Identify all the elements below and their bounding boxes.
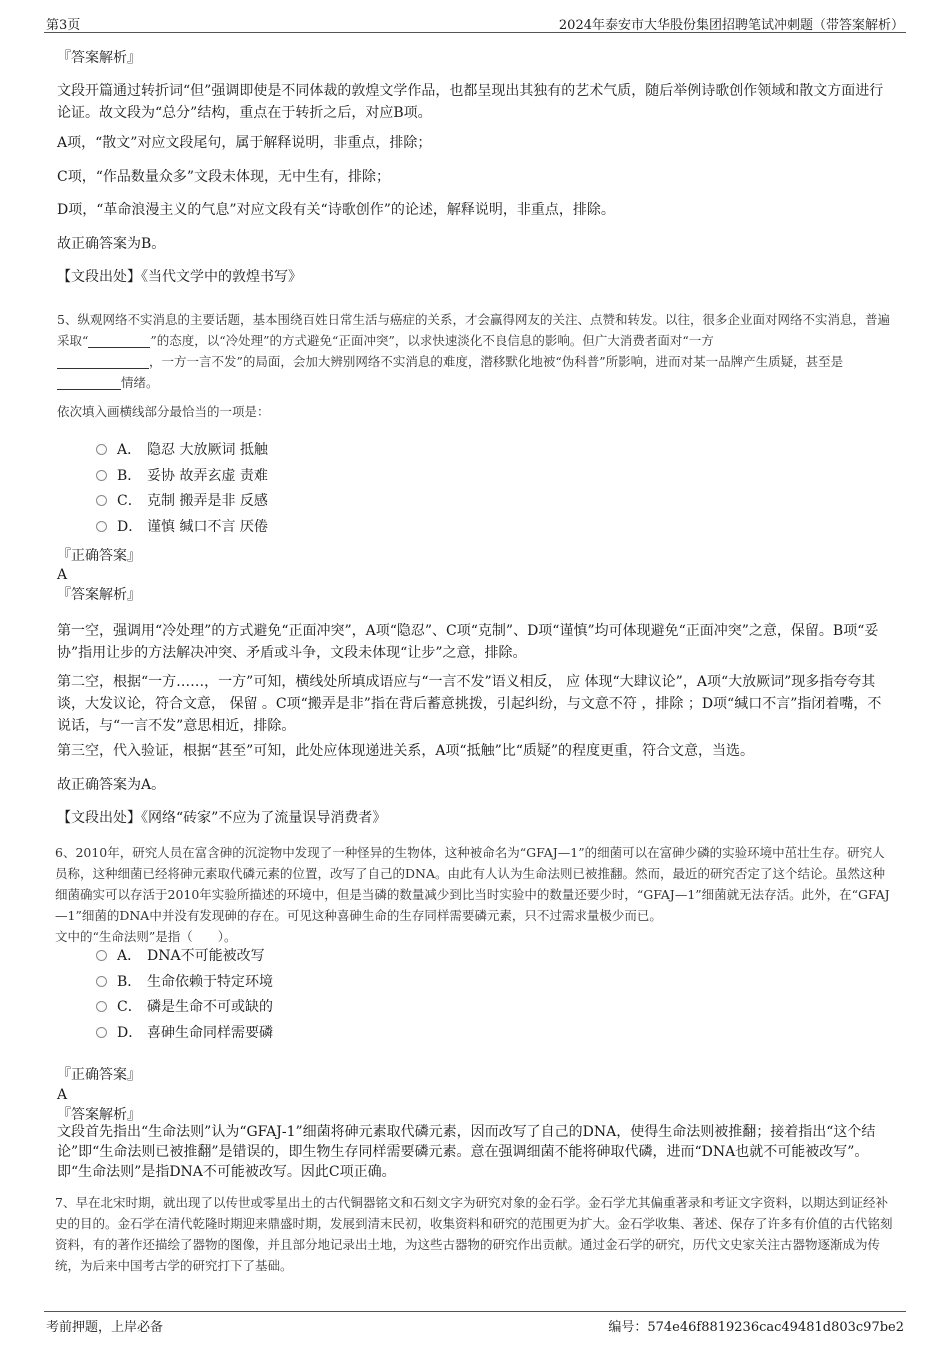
page-number: 第3页	[46, 18, 81, 33]
q5-prompt: 依次填入画横线部分最恰当的一项是：	[57, 404, 270, 419]
radio-icon[interactable]	[96, 950, 107, 961]
q6-answer: A	[57, 1087, 68, 1103]
q4-option-d-note: D项，“革命浪漫主义的气息”对应文段有关“诗歌创作”的论述，解释说明，非重点，排除。	[57, 202, 615, 218]
radio-icon[interactable]	[96, 521, 107, 532]
q4-analysis-paragraph: 文段开篇通过转折词“但”强调即使是不同体裁的敦煌文学作品，也都呈现出其独有的艺术气质，随后举例诗歌创作领域和散文方面进行论证。故文段为“总分”结构，重点在于转折之后，对应B项。	[57, 83, 884, 121]
q6-option-a[interactable]: A． DNA不可能被改写	[96, 946, 265, 966]
q6-question: 文中的“生命法则”是指（ ）。	[55, 929, 237, 944]
q5-answer: A	[57, 567, 68, 583]
q5-option-b[interactable]: B． 妥协 故弄玄虚 责难	[96, 466, 268, 486]
q7-stem: 7、早在北宋时期，就出现了以传世或零星出土的古代铜器铭文和石刻文字为研究对象的金石学。金石学尤其偏重著录和考证文字资料，以期达到证经补史的目的。金石学在清代乾隆时期迎来鼎盛时期，发展到清末民初，收集资料和研究的范围更为扩大。金石学收集、著述、保存了许多有价值的古代铭刻资料，有的著作还描绘了器物的图像，并且部分地记录出土地，为这些古器物的研究作出贡献。通过金石学的研究，历代文史家关注古器物逐渐成为传统，为后来中国考古学的研究打下了基础。	[55, 1195, 893, 1273]
q4-option-c-note: C项，“作品数量众多”文段未体现，无中生有，排除；	[57, 169, 391, 185]
radio-icon[interactable]	[96, 470, 107, 481]
q6-analysis: 文段首先指出“生命法则”认为“GFAJ-1”细菌将砷元素取代磷元素，因而改写了自己的DNA，使得生命法则被推翻；接着指出“这个结论”即“生命法则已被推翻”是错误的，即生物生存同样需要磷元素。意在强调细菌不能将砷取代磷，进而“DNA也就不可能被改写”。即“生命法则”是指DNA不可能被改写。因此C项正确。	[57, 1124, 876, 1180]
footer-slogan: 考前押题，上岸必备	[46, 1320, 164, 1335]
page-header	[44, 12, 906, 33]
radio-icon[interactable]	[96, 976, 107, 987]
document-title: 2024年泰安市大华股份集团招聘笔试冲刺题（带答案解析）	[558, 18, 904, 33]
q5-analysis-p1: 第一空，强调用“冷处理”的方式避免“正面冲突”，A项“隐忍”、C项“克制”、D项“谨慎”均可体现避免“正面冲突”之意，保留。B项“妥协”指用让步的方法解决冲突、矛盾或斗争，文段未体现“让步”之意，排除。	[57, 623, 879, 661]
q6-option-d[interactable]: D． 喜砷生命同样需要磷	[96, 1023, 273, 1043]
q5-answer-label: 『正确答案』	[57, 548, 141, 564]
q4-conclusion: 故正确答案为B。	[57, 236, 166, 252]
q5-analysis-label: 『答案解析』	[57, 587, 141, 603]
q4-source: 【文段出处】《当代文学中的敦煌书写》	[57, 269, 302, 285]
radio-icon[interactable]	[96, 1001, 107, 1012]
radio-icon[interactable]	[96, 495, 107, 506]
q5-conclusion: 故正确答案为A。	[57, 777, 166, 793]
footer-code: 编号：574e46f8819236cac49481d803c97be2	[608, 1320, 904, 1335]
radio-icon[interactable]	[96, 444, 107, 455]
q4-analysis-label: 『答案解析』	[57, 50, 141, 66]
q5-option-c[interactable]: C． 克制 搬弄是非 反感	[96, 491, 268, 511]
q6-answer-label: 『正确答案』	[57, 1067, 141, 1083]
q5-source: 【文段出处】《网络“砖家”不应为了流量误导消费者》	[57, 810, 387, 826]
q6-option-c[interactable]: C． 磷是生命不可或缺的	[96, 997, 273, 1017]
q4-option-a-note: A项，“散文”对应文段尾句，属于解释说明，非重点，排除；	[57, 135, 432, 151]
blank-3	[57, 375, 121, 390]
q6-option-b[interactable]: B． 生命依赖于特定环境	[96, 972, 273, 992]
radio-icon[interactable]	[96, 1027, 107, 1038]
q6-stem: 6、2010年，研究人员在富含砷的沉淀物中发现了一种怪异的生物体，这种被命名为“GFAJ—1”的细菌可以在富砷少磷的实验环境中茁壮生存。研究人员称，这种细菌已经将砷元素取代磷元素的位置，改写了自己的DNA。由此有人认为生命法则已被推翻。然而，最近的研究否定了这个结论。虽然这种细菌确实可以存活于2010年实验所描述的环境中，但是当磷的数量减少到比当时实验中的数量还要少时，“GFAJ—1”细菌就无法存活。此外，在“GFAJ—1”细菌的DNA中并没有发现砷的存在。可见这种喜砷生命的生存同样需要磷元素，只不过需求量极少而已。	[55, 845, 890, 923]
page-footer	[44, 1311, 906, 1335]
q5-option-d[interactable]: D． 谨慎 缄口不言 厌倦	[96, 517, 268, 537]
q5-analysis-p2: 第二空，根据“一方……，一方”可知，横线处所填成语应与“一言不发”语义相反， 应 体现“大肆议论”，A项“大放厥词”现多指夸夸其谈，大发议论，符合文意， 保留 。C项“搬弄是非”指在背后蓄意挑拨，引起纠纷，与文意不符 ，排除 ；D项“缄口不言”指闭着嘴，不说话，与“一言不发”意思相近，排除。	[57, 674, 882, 734]
q6-analysis-label: 『答案解析』	[57, 1107, 141, 1123]
q5-analysis-p3: 第三空，代入验证，根据“甚至”可知，此处应体现递进关系，A项“抵触”比“质疑”的程度更重，符合文意，当选。	[57, 743, 755, 759]
blank-2	[57, 354, 149, 369]
q5-option-a[interactable]: A． 隐忍 大放厥词 抵触	[96, 440, 268, 460]
q5-stem: 5、纵观网络不实消息的主要话题，基本围绕百姓日常生活与癌症的关系，才会赢得网友的关注、点赞和转发。以往，很多企业面对网络不实消息，普遍采取“ ”的态度，以“冷处理”的方式避免“正面冲突”，以求快速淡化不良信息的影响。但广大消费者面对“一方 ，一方一言不发”的局面，会加大辨别网络不实消息的难度，潜移默化地被“伪科普”所影响，进而对某一品牌产生质疑，甚至是 情绪。	[57, 312, 890, 390]
blank-1	[88, 333, 150, 348]
